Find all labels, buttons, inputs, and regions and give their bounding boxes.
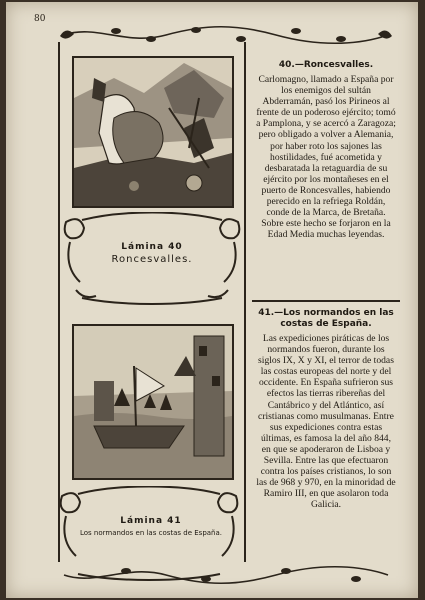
- plate-41-number: Lámina 41: [120, 516, 182, 526]
- section-40-body: Carlomagno, llamado a España por los enemigos del sultán Abderramán, pasó los Pirineos al frente de un poderoso ejército; tomó a Pamplona, y se acercó a Zaragoza; pero obligado a volver a Alemania, por haber roto los sajones las hostilidades, fué acometida y desbaratada la retaguardia de su ejército por los montañeses en el puerto de Roncesvalles, habiendo perecido en la refriega Roldán, conde de la Marca, de Bretaña. Sobre este hecho se forjaron en la Edad Media muchas leyendas.: [256, 74, 396, 241]
- section-41: [256, 308, 396, 511]
- left-rule: [58, 42, 60, 562]
- top-ornament-border: [56, 22, 396, 48]
- plate-40-illustration: [72, 56, 234, 208]
- section-41-heading: 41.—Los normandos en las costas de España.: [258, 308, 394, 329]
- plate-40-caption: [72, 242, 232, 265]
- plate-41-title: Los normandos en las costas de España.: [79, 529, 223, 537]
- bottom-ornament-border: [56, 562, 396, 588]
- plate-40-number: Lámina 40: [121, 242, 183, 252]
- section-divider: [252, 300, 400, 302]
- page-number: 80: [34, 14, 46, 24]
- section-41-body: Las expediciones piráticas de los normandos fueron, durante los siglos IX, X y XI, el terror de todas las costas europeas del norte y del occidente. En España sufrieron sus efectos las tierras ribereñas del Cantábrico y del Atlántico, así cristianas como musulmanas. Entre sus expediciones contra estas últimas, es famosa la del año 844, en que se apoderaron de Lisboa y Sevilla. Entre las que efectuaron contra los países cristianos, lo son las de 968 y 970, en la minoridad de Ramiro III, en que asolaron toda Galicia.: [256, 333, 396, 511]
- plate-41-illustration: [72, 324, 234, 480]
- plate-40-title: Roncesvalles.: [111, 254, 193, 265]
- plate-41-caption: [76, 516, 226, 538]
- section-40-heading: 40.—Roncesvalles.: [278, 60, 374, 70]
- section-40: [256, 60, 396, 240]
- center-rule: [244, 42, 246, 562]
- roncesvalles-battle-image: [74, 58, 232, 206]
- normans-ships-image: [74, 326, 232, 478]
- book-page: [6, 2, 418, 598]
